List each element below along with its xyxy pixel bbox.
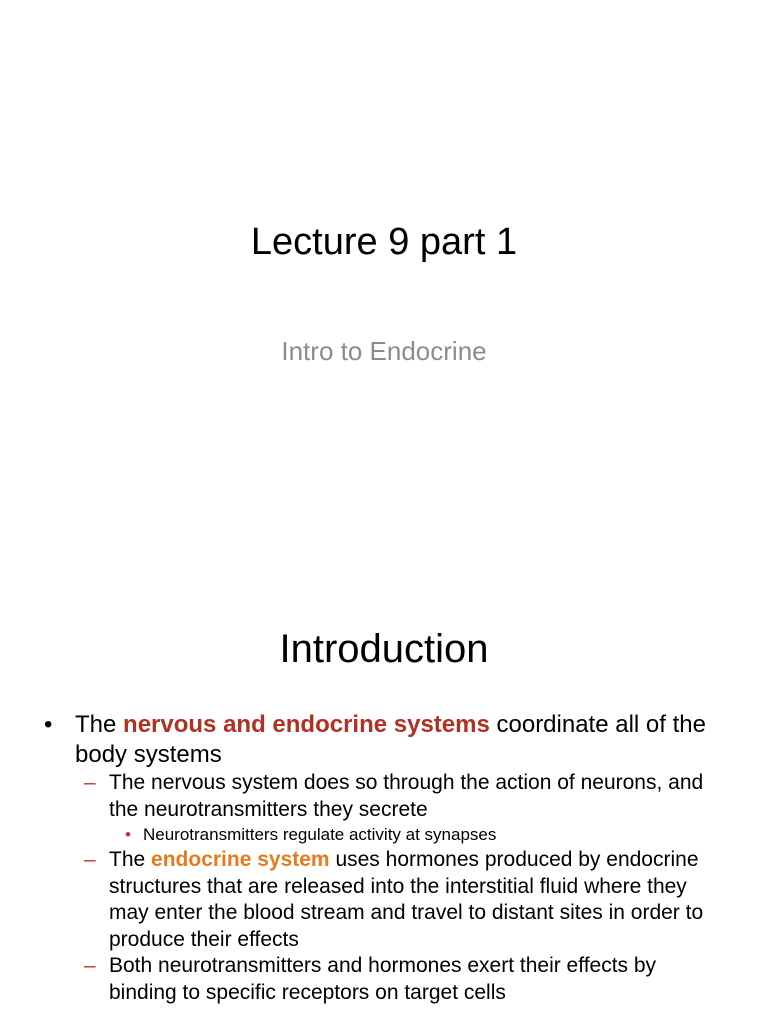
- lecture-subtitle: Intro to Endocrine: [281, 336, 487, 366]
- dash-marker: –: [84, 771, 96, 794]
- slide-title: Introduction: [279, 627, 489, 671]
- bullet-marker: •: [44, 711, 53, 738]
- lecture-title: Lecture 9 part 1: [250, 221, 518, 263]
- sub-bullet-text: Both neurotransmitters and hormones exert their effects by binding to specific receptors on target cells: [109, 954, 657, 1004]
- dash-marker: –: [84, 954, 96, 977]
- bullet-item: [0, 710, 768, 770]
- bullet-marker: •: [125, 825, 131, 844]
- sub-bullet-item: [0, 770, 768, 823]
- bullet-highlight: nervous and endocrine systems: [123, 711, 490, 738]
- sub-sub-bullet-text: Neurotransmitters regulate activity at synapses: [143, 825, 497, 844]
- bullet-text-post: coordinate all of the body systems: [75, 711, 706, 768]
- sub-bullet-text-pre: The: [109, 848, 152, 871]
- bullet-list: [0, 710, 768, 1006]
- bullet-text-pre: The: [75, 711, 124, 738]
- sub-bullet-highlight: endocrine system: [151, 848, 330, 871]
- sub-sub-bullet-item: [0, 823, 768, 847]
- sub-bullet-item: [0, 847, 768, 953]
- dash-marker: –: [84, 848, 96, 871]
- introduction-slide: [0, 576, 768, 1024]
- sub-bullet-text: The nervous system does so through the action of neurons, and the neurotransmitters they secrete: [109, 771, 704, 821]
- sub-bullet-item: [0, 953, 768, 1006]
- sub-bullet-text-post: uses hormones produced by endocrine structures that are released into the interstitial fluid where they may enter the blood stream and travel to distant sites in order to produce their effects: [109, 848, 704, 951]
